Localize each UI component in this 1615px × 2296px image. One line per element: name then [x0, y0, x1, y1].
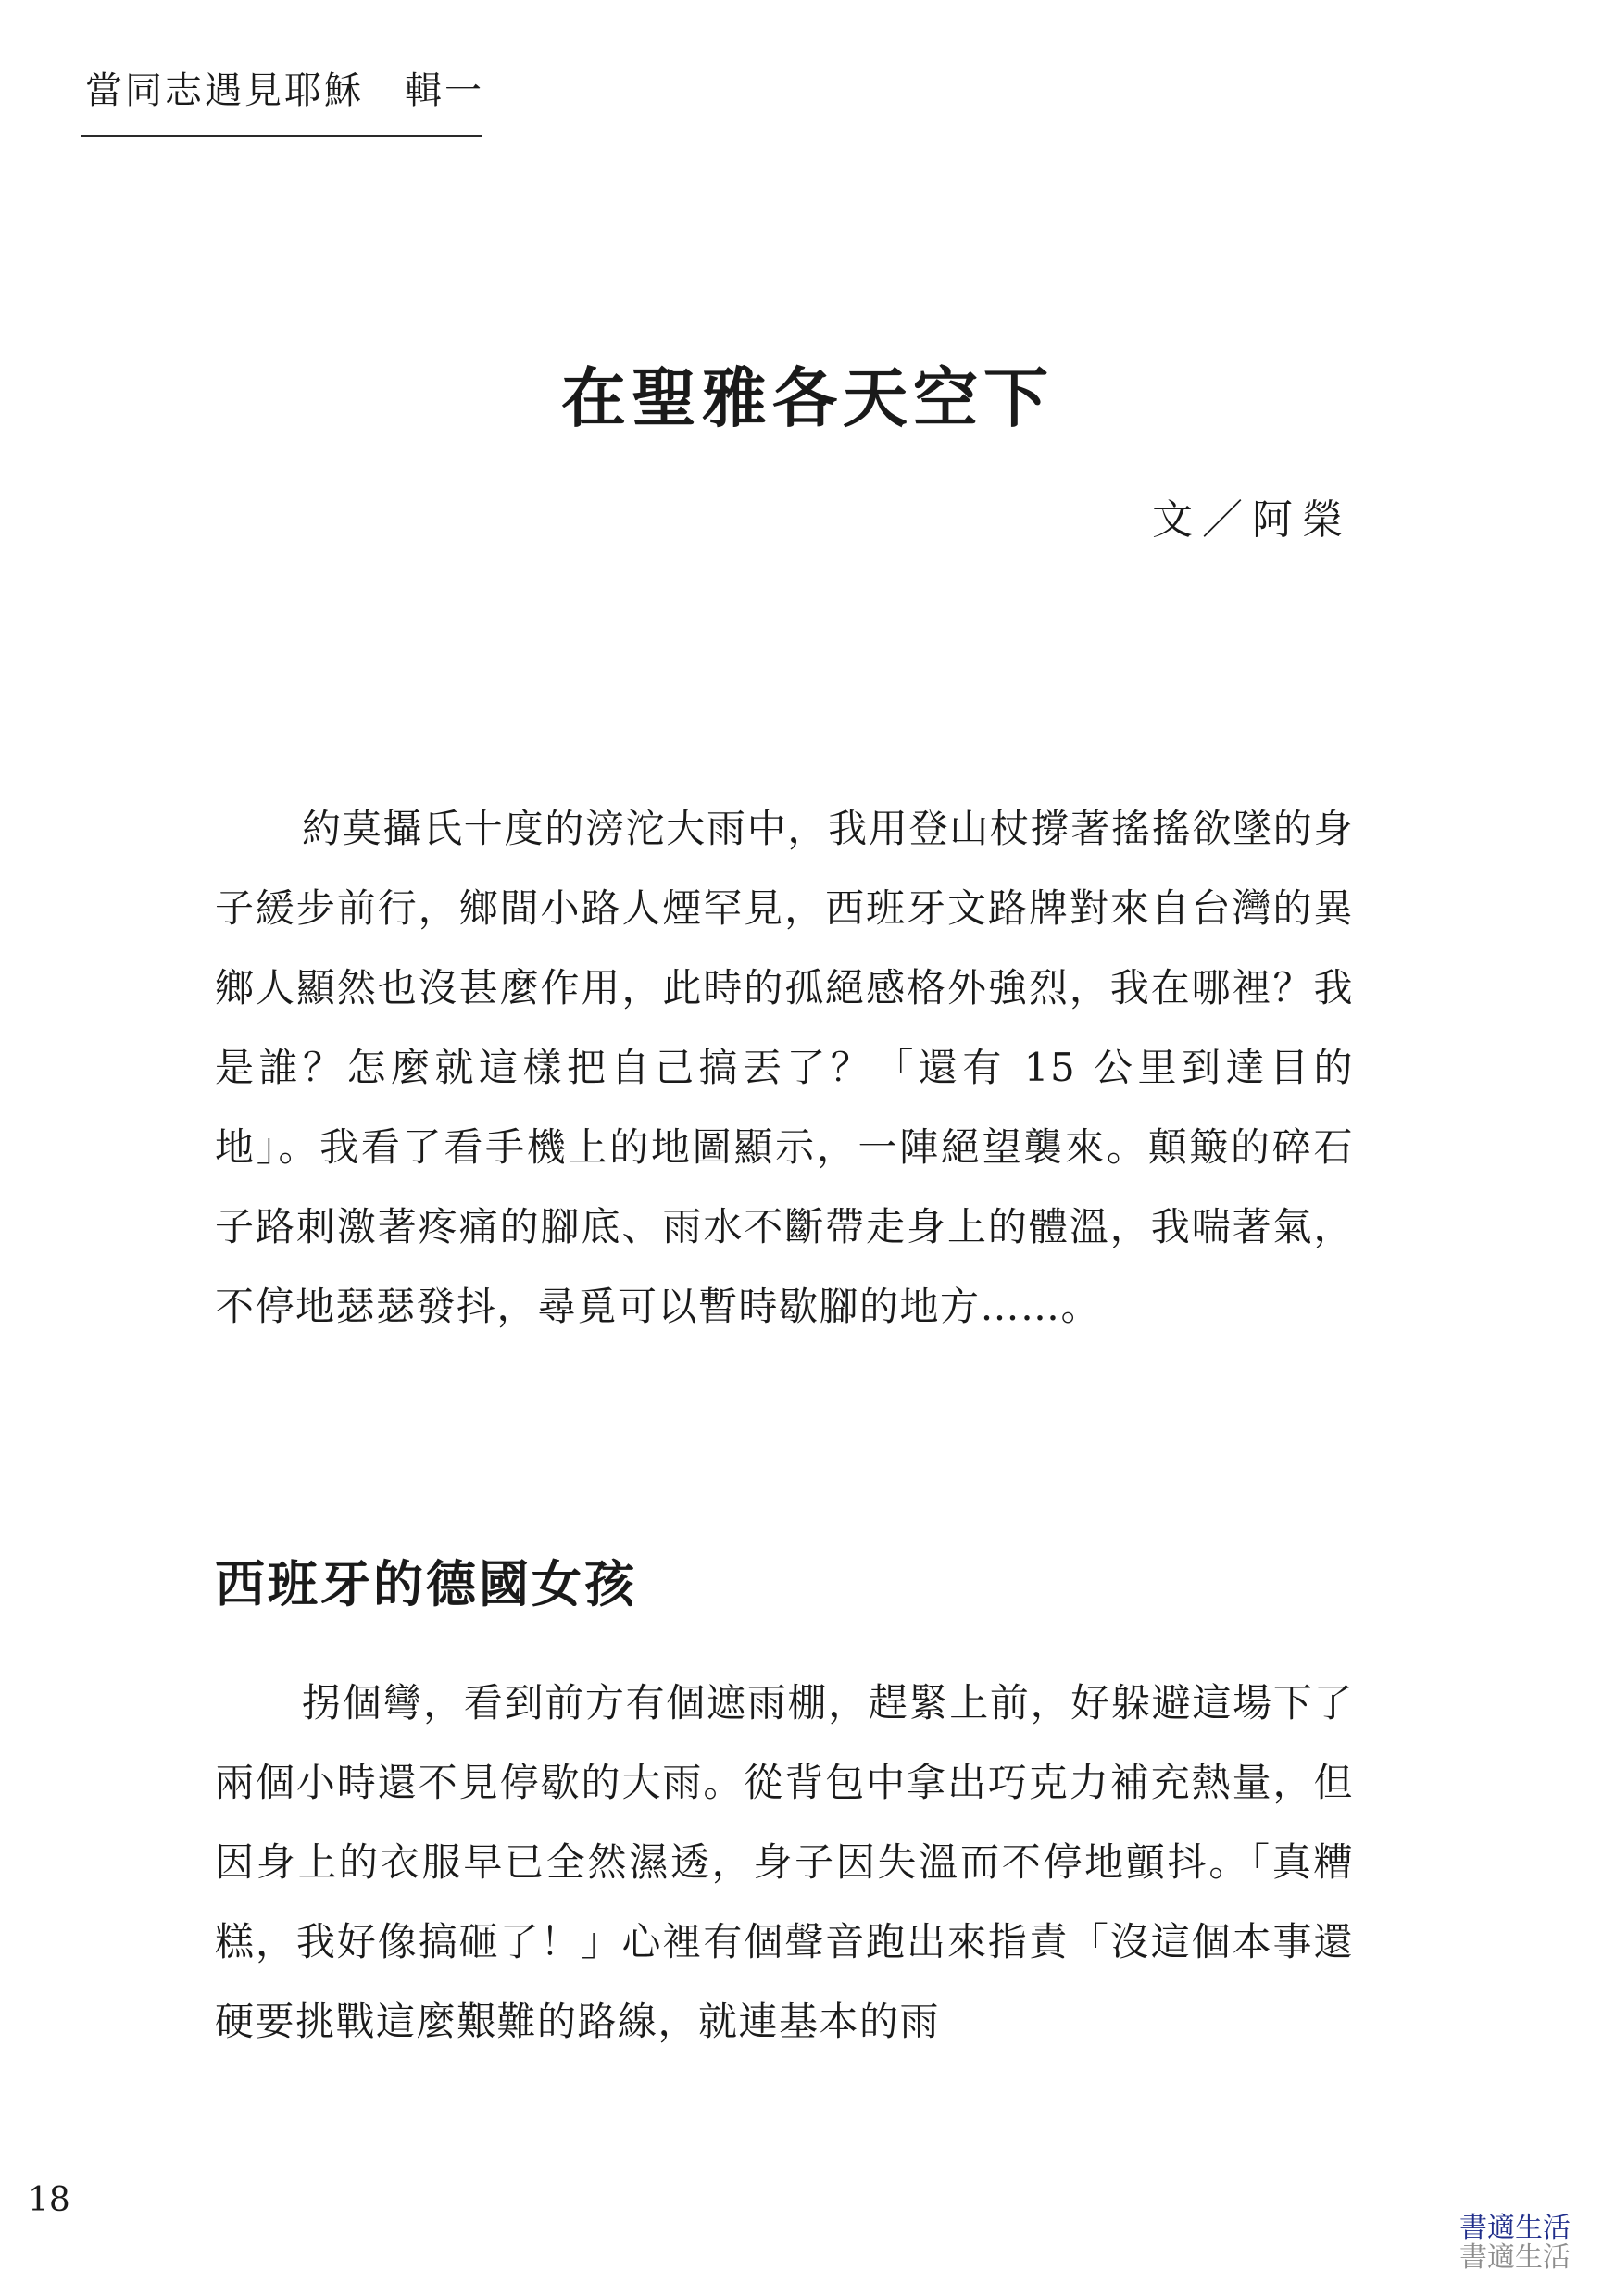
watermark-text-shadow: 書適生活	[1459, 2241, 1571, 2274]
article-title: 在聖雅各天空下	[561, 358, 1054, 436]
page-number: 18	[28, 2181, 70, 2219]
body-paragraph-1: 約莫攝氏十度的滂沱大雨中，我用登山杖撐著搖搖欲墜的身子緩步前行，鄉間小路人煙罕見，西班牙文路牌對來自台灣的異鄉人顯然也沒甚麼作用，此時的孤絕感格外強烈，我在哪裡？我是誰？怎麼就這樣把自己搞丟了？「還有 15 公里到達目的地」。我看了看手機上的地圖顯示，一陣絕望襲來。顛簸的碎石子路刺激著疼痛的腳底、雨水不斷帶走身上的體溫，我喘著氣，不停地瑟瑟發抖，尋覓可以暫時歇腳的地方……。	[215, 806, 1354, 1329]
section-heading: 西班牙的德國女孩	[215, 1553, 637, 1613]
byline: 文／阿榮	[1152, 496, 1352, 544]
running-head-rule	[81, 135, 482, 137]
section-label: 輯一	[405, 69, 484, 112]
book-title: 當同志遇見耶穌	[85, 69, 364, 112]
watermark-text: 書適生活	[1459, 2212, 1571, 2244]
body-paragraph-2: 拐個彎，看到前方有個遮雨棚，趕緊上前，好躲避這場下了兩個小時還不見停歇的大雨。從背包中拿出巧克力補充熱量，但因身上的衣服早已全然濕透，身子因失溫而不停地顫抖。「真糟糕，我好像搞砸了！」心裡有個聲音跑出來指責「沒這個本事還硬要挑戰這麼艱難的路線，就連基本的雨	[215, 1680, 1354, 2044]
publisher-watermark	[1459, 2214, 1571, 2272]
running-head	[85, 69, 484, 112]
